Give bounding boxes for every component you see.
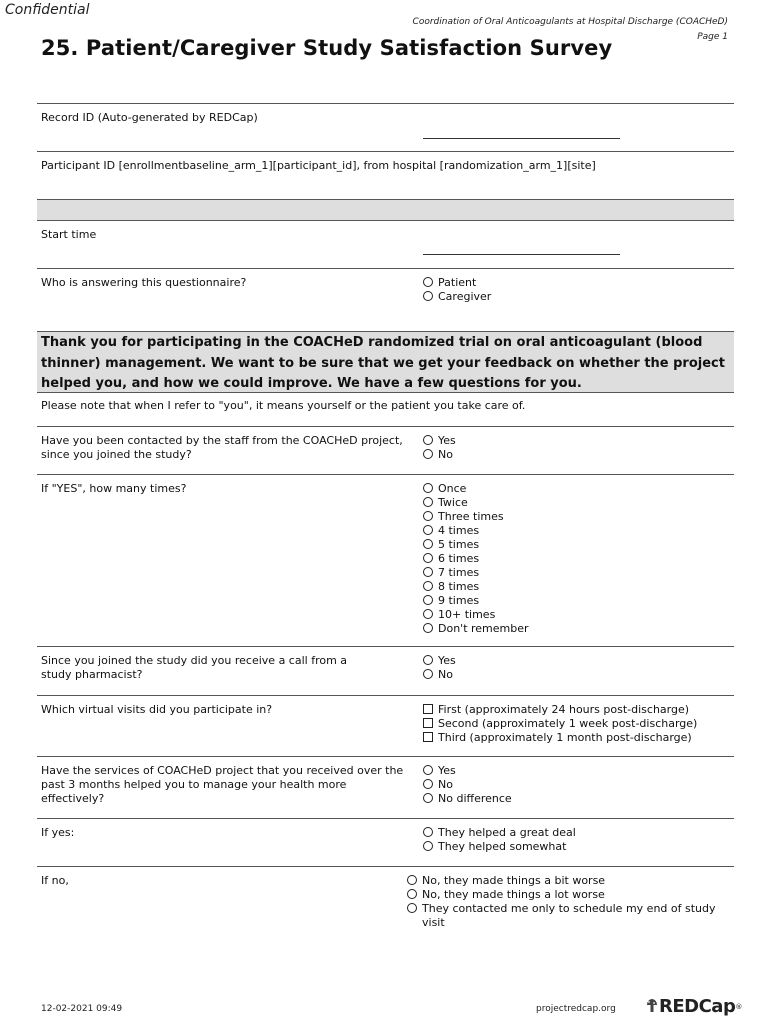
virtual-visits-row bbox=[37, 696, 734, 757]
study-title: Coordination of Oral Anticoagulants at Hospital Discharge (COACHeD) bbox=[412, 17, 728, 27]
participant-id-label: Participant ID [enrollmentbaseline_arm_1][participant_id], from hospital [randomization_arm_1][site] bbox=[41, 159, 596, 172]
radio-icon[interactable] bbox=[423, 483, 433, 493]
option-label: They helped somewhat bbox=[438, 840, 567, 853]
start-time-field[interactable] bbox=[423, 253, 620, 255]
radio-icon[interactable] bbox=[423, 669, 433, 679]
option-contacted-only[interactable] bbox=[407, 902, 734, 930]
option-label: 5 times bbox=[438, 538, 480, 551]
option-label: Patient bbox=[438, 276, 477, 289]
radio-icon[interactable] bbox=[423, 435, 433, 445]
option-label: Three times bbox=[438, 510, 504, 523]
redcap-logo bbox=[645, 996, 742, 1017]
option-label: They helped a great deal bbox=[438, 826, 576, 839]
radio-icon[interactable] bbox=[423, 277, 433, 287]
option-label: First (approximately 24 hours post-discharge) bbox=[438, 703, 690, 716]
option-no[interactable] bbox=[423, 668, 734, 682]
radio-icon[interactable] bbox=[407, 903, 417, 913]
if-no-options bbox=[403, 867, 734, 937]
radio-icon[interactable] bbox=[407, 875, 417, 885]
pharmacist-row bbox=[37, 647, 734, 696]
if-no-row bbox=[37, 867, 734, 937]
radio-icon[interactable] bbox=[407, 889, 417, 899]
option-label: Yes bbox=[438, 654, 456, 667]
footer-url[interactable]: projectredcap.org bbox=[536, 1004, 616, 1014]
option-yes[interactable] bbox=[423, 764, 734, 778]
option-patient[interactable] bbox=[423, 276, 734, 290]
option-no[interactable] bbox=[423, 448, 734, 462]
checkbox-icon[interactable] bbox=[423, 732, 433, 742]
virtual-visits-options bbox=[419, 696, 734, 756]
radio-icon[interactable] bbox=[423, 609, 433, 619]
intro-banner: Thank you for participating in the COACHeD randomized trial on oral anticoagulant (blood thinner) management. We want to be sure that we get your feedback on whether the project helped you, and how we could improve. We have a few questions for you. bbox=[37, 331, 734, 393]
pharmacist-options bbox=[419, 647, 734, 695]
option-label: Caregiver bbox=[438, 290, 492, 303]
option-label: 4 times bbox=[438, 524, 480, 537]
record-id-label: Record ID (Auto-generated by REDCap) bbox=[41, 111, 258, 124]
option-9-times[interactable] bbox=[423, 594, 734, 608]
if-yes-row bbox=[37, 819, 734, 867]
if-yes-options bbox=[419, 819, 734, 866]
option-label: 10+ times bbox=[438, 608, 496, 621]
option-label: 7 times bbox=[438, 566, 480, 579]
option-bit-worse[interactable] bbox=[407, 874, 734, 888]
radio-icon[interactable] bbox=[423, 511, 433, 521]
how-many-row bbox=[37, 475, 734, 647]
virtual-visits-label: Which virtual visits did you participate in? bbox=[41, 703, 273, 716]
helped-label: Have the services of COACHeD project that you received over the past 3 months helped you to manage your health more effectively? bbox=[41, 764, 404, 805]
option-yes[interactable] bbox=[423, 654, 734, 668]
option-helped-somewhat[interactable] bbox=[423, 840, 734, 854]
checkbox-icon[interactable] bbox=[423, 704, 433, 714]
form-title: 25. Patient/Caregiver Study Satisfaction Survey bbox=[41, 36, 613, 60]
radio-icon[interactable] bbox=[423, 567, 433, 577]
option-label: No bbox=[438, 448, 453, 461]
intro-note: Please note that when I refer to "you", it means yourself or the patient you take care of. bbox=[37, 393, 734, 427]
option-lot-worse[interactable] bbox=[407, 888, 734, 902]
option-label: Second (approximately 1 week post-discharge) bbox=[438, 717, 698, 730]
option-label: They contacted me only to schedule my end of study visit bbox=[422, 902, 716, 929]
option-three-times[interactable] bbox=[423, 510, 734, 524]
pharmacist-label: Since you joined the study did you receive a call from a study pharmacist? bbox=[41, 654, 348, 681]
option-label: Yes bbox=[438, 434, 456, 447]
radio-icon[interactable] bbox=[423, 765, 433, 775]
option-caregiver[interactable] bbox=[423, 290, 734, 304]
radio-icon[interactable] bbox=[423, 449, 433, 459]
radio-icon[interactable] bbox=[423, 497, 433, 507]
radio-icon[interactable] bbox=[423, 623, 433, 633]
who-answering-row bbox=[37, 269, 734, 331]
contacted-options bbox=[419, 427, 734, 474]
record-id-field[interactable] bbox=[423, 137, 620, 139]
option-helped-great-deal[interactable] bbox=[423, 826, 734, 840]
option-label: No bbox=[438, 778, 453, 791]
radio-icon[interactable] bbox=[423, 525, 433, 535]
option-label: 9 times bbox=[438, 594, 480, 607]
survey-form bbox=[37, 103, 734, 937]
option-7-times[interactable] bbox=[423, 566, 734, 580]
footer-date: 12-02-2021 09:49 bbox=[41, 1004, 123, 1014]
radio-icon[interactable] bbox=[423, 539, 433, 549]
option-label: No, they made things a lot worse bbox=[422, 888, 605, 901]
option-twice[interactable] bbox=[423, 496, 734, 510]
option-label: Don't remember bbox=[438, 622, 529, 635]
helped-options bbox=[419, 757, 734, 818]
contacted-label: Have you been contacted by the staff from the COACHeD project, since you joined the study? bbox=[41, 434, 403, 461]
radio-icon[interactable] bbox=[423, 793, 433, 803]
option-third-visit[interactable] bbox=[423, 731, 734, 745]
option-once[interactable] bbox=[423, 482, 734, 496]
option-label: No bbox=[438, 668, 453, 681]
radio-icon[interactable] bbox=[423, 827, 433, 837]
how-many-options bbox=[419, 475, 734, 646]
option-10-plus-times[interactable] bbox=[423, 608, 734, 622]
start-time-answer bbox=[419, 221, 734, 268]
who-answering-label: Who is answering this questionnaire? bbox=[41, 276, 247, 289]
radio-icon[interactable] bbox=[423, 841, 433, 851]
helped-row bbox=[37, 757, 734, 819]
record-id-answer bbox=[419, 104, 734, 151]
section-divider bbox=[37, 200, 734, 221]
option-first-visit[interactable] bbox=[423, 703, 734, 717]
confidential-label: Confidential bbox=[5, 2, 90, 18]
checkbox-icon[interactable] bbox=[423, 718, 433, 728]
how-many-label: If "YES", how many times? bbox=[41, 482, 187, 495]
option-yes[interactable] bbox=[423, 434, 734, 448]
if-yes-label: If yes: bbox=[41, 826, 75, 839]
option-label: Twice bbox=[438, 496, 468, 509]
radio-icon[interactable] bbox=[423, 291, 433, 301]
page-number: Page 1 bbox=[697, 32, 728, 42]
radio-icon[interactable] bbox=[423, 595, 433, 605]
radio-icon[interactable] bbox=[423, 779, 433, 789]
start-time-label: Start time bbox=[41, 228, 97, 241]
record-id-row bbox=[37, 104, 734, 152]
redcap-logo-text: REDCap bbox=[659, 996, 736, 1017]
option-label: Yes bbox=[438, 764, 456, 777]
participant-id-row bbox=[37, 152, 734, 200]
contacted-row bbox=[37, 427, 734, 475]
start-time-row bbox=[37, 221, 734, 269]
option-5-times[interactable] bbox=[423, 538, 734, 552]
option-label: No, they made things a bit worse bbox=[422, 874, 606, 887]
registered-mark: ® bbox=[735, 1002, 743, 1011]
option-label: Once bbox=[438, 482, 467, 495]
option-label: 6 times bbox=[438, 552, 480, 565]
option-4-times[interactable] bbox=[423, 524, 734, 538]
option-label: 8 times bbox=[438, 580, 480, 593]
radio-icon[interactable] bbox=[423, 655, 433, 665]
option-no-difference[interactable] bbox=[423, 792, 734, 806]
option-8-times[interactable] bbox=[423, 580, 734, 594]
who-answering-options bbox=[419, 269, 734, 331]
option-no[interactable] bbox=[423, 778, 734, 792]
option-label: No difference bbox=[438, 792, 512, 805]
redcap-logo-icon bbox=[645, 998, 659, 1016]
option-dont-remember[interactable] bbox=[423, 622, 734, 636]
option-second-visit[interactable] bbox=[423, 717, 734, 731]
if-no-label: If no, bbox=[41, 874, 69, 887]
option-label: Third (approximately 1 month post-discharge) bbox=[438, 731, 692, 744]
radio-icon[interactable] bbox=[423, 581, 433, 591]
option-6-times[interactable] bbox=[423, 552, 734, 566]
radio-icon[interactable] bbox=[423, 553, 433, 563]
